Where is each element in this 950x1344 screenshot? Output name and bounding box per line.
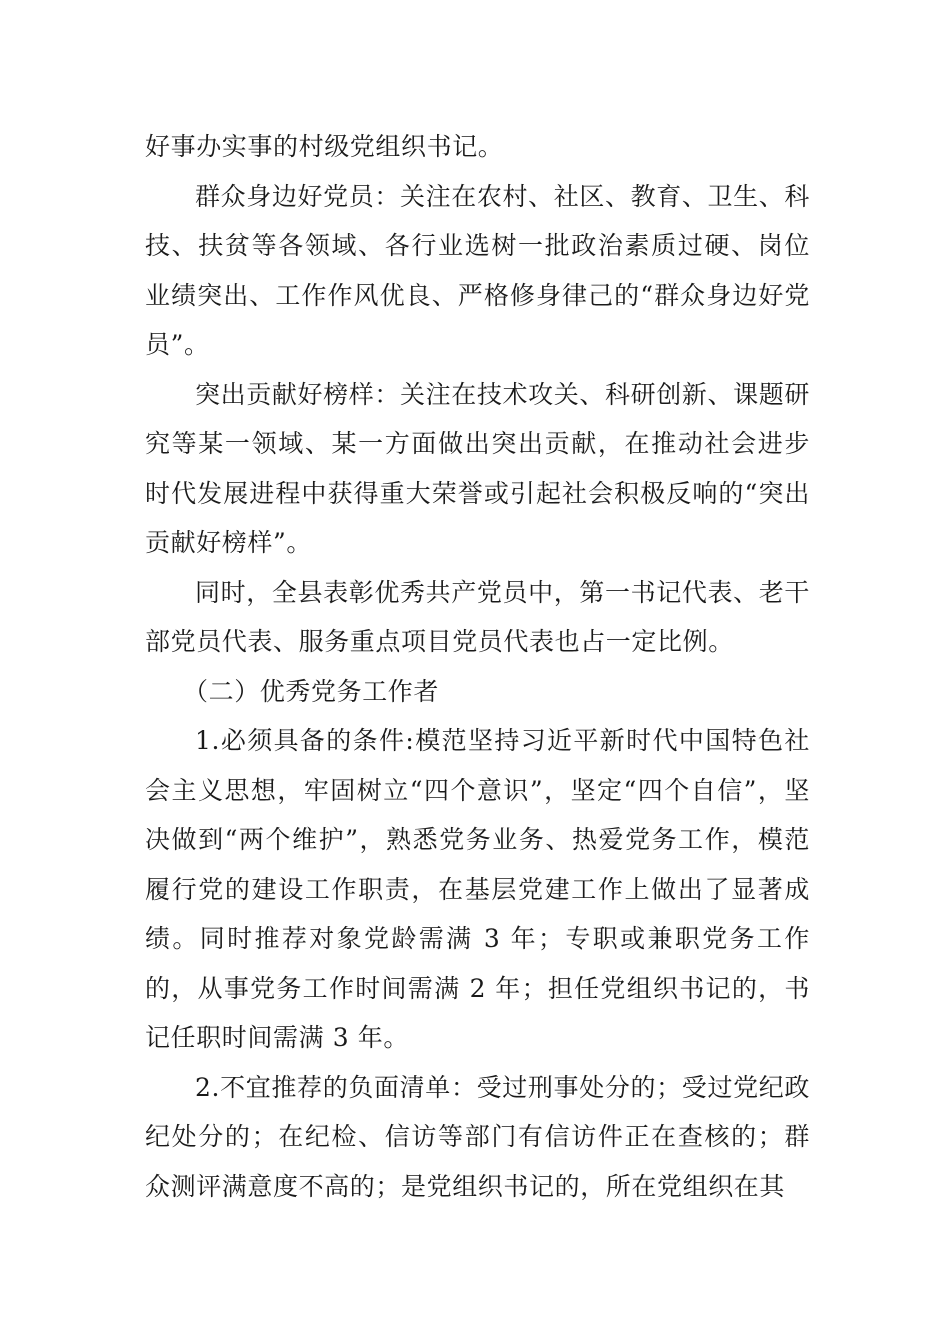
paragraph-representatives: 同时，全县表彰优秀共产党员中，第一书记代表、老干部党员代表、服务重点项目党员代表也占一定比例。 — [145, 577, 810, 656]
paragraph-good-party-members: 群众身边好党员：关注在农村、社区、教育、卫生、科技、扶贫等各领域、各行业选树一批政治素质过硬、岗位业绩突出、工作作风优良、严格修身律己的“群众身边好党员”。 — [145, 181, 810, 359]
section-heading-party-workers: （二）优秀党务工作者 — [183, 676, 440, 706]
document-body — [145, 122, 810, 1211]
paragraph-required-conditions: 1.必须具备的条件:模范坚持习近平新时代中国特色社会主义思想，牢固树立“四个意识”，坚定“四个自信”，坚决做到“两个维护”，熟悉党务业务、热爱党务工作，模范履行党的建设工作职责，在基层党建工作上做出了显著成绩。同时推荐对象党龄需满 3 年；专职或兼职党务工作的，从事党务工作时间需满 2 年；担任党组织书记的，书记任职时间需满 3 年。 — [145, 726, 810, 1052]
paragraph-negative-list: 2.不宜推荐的负面清单：受过刑事处分的；受过党纪政纪处分的；在纪检、信访等部门有信访件正在查核的；群众测评满意度不高的；是党组织书记的，所在党组织在其 — [145, 1072, 810, 1201]
paragraph-outstanding-contribution: 突出贡献好榜样：关注在技术攻关、科研创新、课题研究等某一领域、某一方面做出突出贡献，在推动社会进步时代发展进程中获得重大荣誉或引起社会积极反响的“突出贡献好榜样”。 — [145, 379, 810, 557]
paragraph-continuation: 好事办实事的村级党组织书记。 — [145, 132, 504, 161]
